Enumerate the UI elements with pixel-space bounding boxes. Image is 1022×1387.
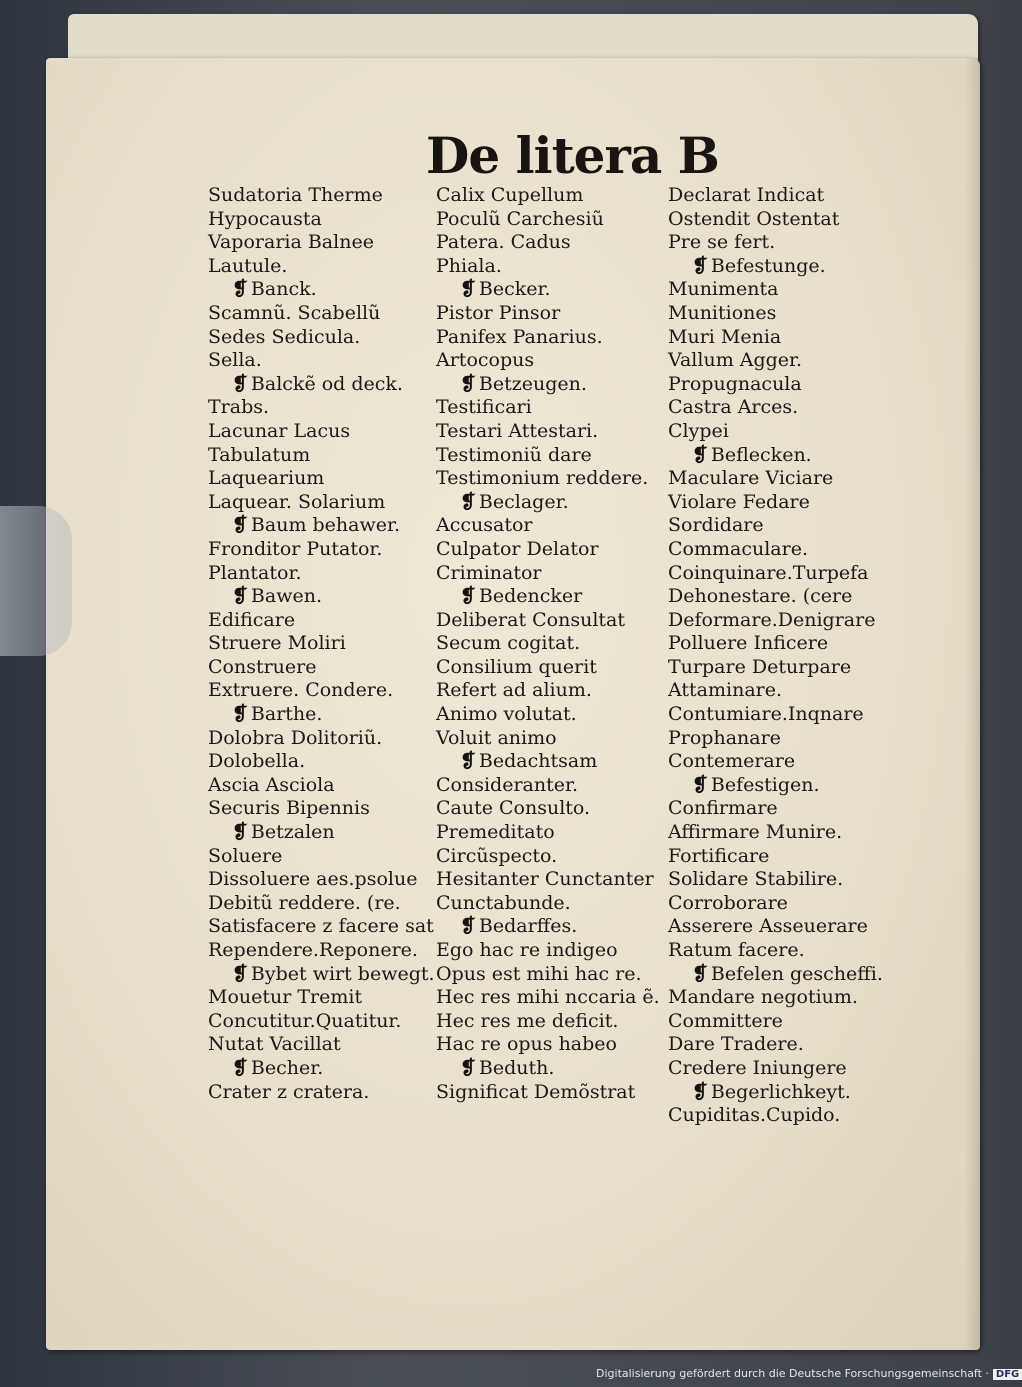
column-3 — [668, 184, 894, 1128]
entry-line — [436, 184, 668, 208]
entry-text: Scamnũ. Scabellũ — [208, 301, 381, 324]
entry-line — [436, 963, 668, 987]
entry-heading — [668, 255, 894, 279]
entry-text: Culpator Delator — [436, 537, 599, 560]
entry-heading — [436, 585, 668, 609]
entry-text: Munimenta — [668, 278, 779, 301]
entry-line — [436, 821, 668, 845]
entry-text: Befestigen. — [710, 773, 820, 796]
paragraph-mark-icon: ❡ — [692, 254, 708, 277]
entry-line — [436, 1033, 668, 1057]
paragraph-mark-icon: ❡ — [460, 750, 476, 773]
entry-line — [208, 1081, 440, 1105]
entry-heading — [668, 963, 894, 987]
paragraph-mark-icon: ❡ — [692, 443, 708, 466]
entry-text: Lacunar Lacus — [208, 419, 351, 442]
entry-text: Calix Cupellum — [436, 184, 584, 206]
entry-text: Affirmare Munire. — [668, 821, 843, 844]
entry-line — [436, 797, 668, 821]
entry-heading — [208, 963, 440, 987]
paragraph-mark-icon: ❡ — [460, 372, 476, 395]
entry-text: Declarat Indicat — [668, 184, 825, 206]
page-edge-shadow — [964, 58, 980, 1350]
entry-line — [668, 538, 894, 562]
entry-line — [208, 538, 440, 562]
entry-line — [208, 491, 440, 515]
entry-text: Betzalen — [250, 821, 335, 844]
entry-line — [436, 349, 668, 373]
entry-text: Laquear. Solarium — [208, 490, 386, 513]
entry-text: Consideranter. — [436, 773, 579, 796]
entry-text: Credere Iniungere — [668, 1056, 847, 1079]
digitization-footer — [596, 1367, 1020, 1383]
entry-line — [668, 986, 894, 1010]
paragraph-mark-icon: ❡ — [460, 1056, 476, 1079]
entry-text: Debitũ reddere. (re. — [208, 891, 401, 914]
entry-text: Voluit animo — [436, 726, 557, 749]
entry-text: Corroborare — [668, 891, 788, 914]
entry-text: Vallum Agger. — [668, 349, 803, 372]
entry-text: Beduth. — [478, 1056, 555, 1079]
entry-text: Dissoluere aes.psolue — [208, 868, 418, 891]
entry-text: Ostendit Ostentat — [668, 207, 840, 230]
entry-line — [436, 656, 668, 680]
entry-line — [208, 1010, 440, 1034]
paragraph-mark-icon: ❡ — [460, 915, 476, 938]
entry-text: Confirmare — [668, 797, 778, 820]
entry-text: Betzeugen. — [478, 372, 587, 395]
entry-line — [668, 514, 894, 538]
entry-text: Dare Tradere. — [668, 1033, 804, 1056]
entry-text: Contemerare — [668, 750, 796, 773]
entry-text: Ascia Asciola — [208, 773, 335, 796]
entry-line — [436, 420, 668, 444]
entry-line — [668, 302, 894, 326]
entry-text: Cunctabunde. — [436, 891, 571, 914]
entry-text: Dolobra Dolitoriũ. — [208, 726, 383, 749]
paragraph-mark-icon: ❡ — [232, 585, 248, 608]
entry-text: Hypocausta — [208, 207, 322, 230]
entry-text: Edificare — [208, 608, 296, 631]
entry-line — [668, 184, 894, 208]
entry-text: Balckẽ od deck. — [250, 372, 403, 395]
entry-line — [208, 349, 440, 373]
entry-text: Befelen gescheffi. — [710, 962, 883, 985]
entry-line — [436, 939, 668, 963]
dfg-logo: DFG — [993, 1369, 1022, 1380]
entry-text: Maculare Viciare — [668, 467, 834, 490]
entry-text: Consilium querit — [436, 655, 597, 678]
entry-line — [208, 208, 440, 232]
entry-line — [668, 1033, 894, 1057]
entry-text: Beclager. — [478, 490, 569, 513]
entry-text: Sella. — [208, 349, 262, 372]
entry-text: Pistor Pinsor — [436, 301, 561, 324]
entry-text: Caute Consulto. — [436, 797, 591, 820]
entry-line — [668, 609, 894, 633]
entry-text: Phiala. — [436, 254, 502, 277]
entry-line — [208, 892, 440, 916]
entry-text: Animo volutat. — [436, 703, 577, 726]
entry-line — [208, 562, 440, 586]
entry-text: Befestunge. — [710, 254, 826, 277]
entry-text: Coinquinare.Turpefa — [668, 561, 869, 584]
entry-text: Banck. — [250, 278, 317, 301]
entry-line — [668, 326, 894, 350]
entry-text: Asserere Asseuerare — [668, 915, 868, 938]
entry-text: Bedencker — [478, 585, 583, 608]
entry-line — [668, 420, 894, 444]
entry-text: Committere — [668, 1009, 783, 1032]
entry-text: Munitiones — [668, 301, 777, 324]
entry-line — [668, 1010, 894, 1034]
entry-text: Ego hac re indigeo — [436, 939, 618, 961]
entry-text: Clypei — [668, 419, 729, 442]
entry-line — [208, 774, 440, 798]
entry-line — [436, 444, 668, 468]
entry-text: Vaporaria Balnee — [208, 231, 374, 254]
entry-line — [668, 349, 894, 373]
entry-line — [436, 396, 668, 420]
entry-line — [436, 514, 668, 538]
entry-text: Testimoniũ dare — [436, 443, 592, 466]
entry-text: Refert ad alium. — [436, 679, 592, 702]
entry-line — [668, 491, 894, 515]
entry-text: Testimonium reddere. — [436, 467, 649, 490]
column-2 — [436, 184, 668, 1104]
entry-line — [436, 231, 668, 255]
entry-line — [668, 373, 894, 397]
paragraph-mark-icon: ❡ — [692, 773, 708, 796]
entry-line — [668, 231, 894, 255]
entry-line — [436, 609, 668, 633]
entry-text: Bedachtsam — [478, 750, 598, 773]
entry-text: Hac re opus habeo — [436, 1033, 617, 1056]
entry-line — [208, 1033, 440, 1057]
entry-heading — [436, 278, 668, 302]
entry-heading — [208, 585, 440, 609]
entry-line — [208, 656, 440, 680]
entry-line — [208, 231, 440, 255]
entry-text: Secum cogitat. — [436, 632, 581, 655]
entry-text: Concutitur.Quatitur. — [208, 1009, 402, 1032]
entry-line — [436, 679, 668, 703]
entry-text: Ratum facere. — [668, 939, 805, 961]
paragraph-mark-icon: ❡ — [692, 1080, 708, 1103]
entry-text: Sordidare — [668, 514, 764, 537]
entry-heading — [436, 1057, 668, 1081]
entry-line — [668, 1057, 894, 1081]
entry-text: Muri Menia — [668, 325, 782, 348]
entry-line — [668, 656, 894, 680]
entry-text: Propugnacula — [668, 372, 802, 395]
entry-text: Struere Moliri — [208, 632, 346, 655]
entry-text: Sedes Sedicula. — [208, 325, 361, 348]
entry-heading — [436, 491, 668, 515]
entry-text: Solidare Stabilire. — [668, 868, 844, 891]
entry-text: Tabulatum — [208, 443, 311, 466]
entry-text: Fortificare — [668, 844, 770, 867]
entry-line — [668, 632, 894, 656]
entry-line — [208, 750, 440, 774]
entry-heading — [436, 750, 668, 774]
entry-line — [668, 467, 894, 491]
paragraph-mark-icon: ❡ — [232, 278, 248, 301]
paragraph-mark-icon: ❡ — [232, 1056, 248, 1079]
entry-text: Begerlichkeyt. — [710, 1080, 851, 1103]
entry-line — [668, 679, 894, 703]
entry-text: Bybet wirt bewegt. — [250, 962, 435, 985]
entry-text: Becker. — [478, 278, 551, 301]
entry-heading — [208, 373, 440, 397]
page-title: De litera B — [426, 126, 719, 185]
entry-text: Attaminare. — [668, 679, 783, 702]
paragraph-mark-icon: ❡ — [232, 962, 248, 985]
entry-line — [436, 774, 668, 798]
entry-line — [208, 632, 440, 656]
entry-text: Sudatoria Therme — [208, 184, 383, 206]
entry-line — [436, 1010, 668, 1034]
entry-text: Baum behawer. — [250, 514, 401, 537]
entry-text: Trabs. — [208, 396, 270, 419]
entry-line — [436, 632, 668, 656]
entry-text: Poculũ Carchesiũ — [436, 207, 604, 230]
entry-line — [208, 679, 440, 703]
entry-text: Hec res mihi nccaria ẽ. — [436, 986, 660, 1009]
entry-heading — [436, 373, 668, 397]
entry-text: Commaculare. — [668, 537, 808, 560]
entry-line — [668, 915, 894, 939]
entry-line — [436, 326, 668, 350]
entry-text: Lautule. — [208, 254, 288, 277]
entry-line — [436, 538, 668, 562]
paragraph-mark-icon: ❡ — [232, 821, 248, 844]
entry-text: Deformare.Denigrare — [668, 608, 876, 631]
entry-text: Testari Attestari. — [436, 419, 599, 442]
paragraph-mark-icon: ❡ — [232, 372, 248, 395]
entry-text: Violare Fedare — [668, 490, 810, 513]
entry-text: Pre se fert. — [668, 231, 776, 254]
entry-line — [208, 444, 440, 468]
entry-line — [436, 868, 668, 892]
paragraph-mark-icon: ❡ — [460, 585, 476, 608]
entry-line — [436, 208, 668, 232]
entry-heading — [208, 703, 440, 727]
paragraph-mark-icon: ❡ — [232, 703, 248, 726]
entry-line — [668, 278, 894, 302]
entry-text: Dehonestare. (cere — [668, 585, 853, 608]
entry-line — [668, 585, 894, 609]
entry-text: Extruere. Condere. — [208, 679, 394, 702]
entry-line — [668, 868, 894, 892]
entry-heading — [668, 444, 894, 468]
entry-line — [208, 184, 440, 208]
entry-line — [208, 302, 440, 326]
entry-text: Criminator — [436, 561, 542, 584]
entry-text: Significat Demõstrat — [436, 1080, 636, 1103]
entry-line — [668, 562, 894, 586]
entry-text: Deliberat Consultat — [436, 608, 625, 631]
entry-text: Prophanare — [668, 726, 781, 749]
entry-text: Hec res me deficit. — [436, 1009, 619, 1032]
entry-text: Castra Arces. — [668, 396, 799, 419]
entry-text: Fronditor Putator. — [208, 537, 383, 560]
entry-text: Circũspecto. — [436, 844, 558, 867]
entry-line — [208, 467, 440, 491]
footer-text: Digitalisierung gefördert durch die Deutsche Forschungsgemeinschaft · — [596, 1367, 989, 1380]
entry-line — [668, 892, 894, 916]
entry-heading — [668, 774, 894, 798]
page-clip — [0, 506, 72, 656]
paragraph-mark-icon: ❡ — [692, 962, 708, 985]
entry-line — [208, 420, 440, 444]
entry-line — [668, 821, 894, 845]
entry-text: Soluere — [208, 844, 283, 867]
entry-line — [436, 845, 668, 869]
entry-text: Barthe. — [250, 703, 323, 726]
entry-text: Turpare Deturpare — [668, 655, 852, 678]
entry-heading — [436, 915, 668, 939]
entry-line — [208, 915, 440, 939]
entry-text: Polluere Inficere — [668, 632, 829, 655]
paragraph-mark-icon: ❡ — [460, 278, 476, 301]
entry-text: Construere — [208, 655, 317, 678]
entry-text: Patera. Cadus — [436, 231, 571, 254]
entry-text: Satisfacere z facere sat — [208, 915, 434, 938]
entry-text: Crater z cratera. — [208, 1080, 370, 1103]
entry-text: Mouetur Tremit — [208, 986, 363, 1009]
entry-text: Securis Bipennis — [208, 797, 370, 820]
entry-line — [668, 939, 894, 963]
entry-heading — [208, 278, 440, 302]
entry-line — [436, 255, 668, 279]
entry-line — [668, 208, 894, 232]
entry-line — [208, 939, 440, 963]
entry-text: Beflecken. — [710, 443, 812, 466]
entry-line — [436, 892, 668, 916]
entry-line — [436, 727, 668, 751]
entry-text: Mandare negotium. — [668, 986, 858, 1009]
entry-text: Panifex Panarius. — [436, 325, 603, 348]
entry-line — [208, 255, 440, 279]
entry-text: Accusator — [436, 514, 533, 537]
entry-line — [208, 797, 440, 821]
entry-line — [208, 396, 440, 420]
entry-line — [668, 1104, 894, 1128]
entry-text: Bawen. — [250, 585, 322, 608]
entry-text: Opus est mihi hac re. — [436, 962, 642, 985]
entry-heading — [208, 1057, 440, 1081]
entry-line — [208, 326, 440, 350]
entry-line — [436, 1081, 668, 1105]
column-1 — [208, 184, 440, 1104]
entry-heading — [208, 821, 440, 845]
entry-text: Premeditato — [436, 821, 555, 844]
entry-text: Artocopus — [436, 349, 535, 372]
entry-line — [208, 986, 440, 1010]
entry-line — [436, 302, 668, 326]
entry-text: Becher. — [250, 1056, 324, 1079]
entry-line — [436, 703, 668, 727]
entry-line — [436, 467, 668, 491]
entry-line — [668, 396, 894, 420]
entry-text: Dolobella. — [208, 750, 306, 773]
entry-text: Contumiare.Inqnare — [668, 703, 864, 726]
entry-text: Nutat Vacillat — [208, 1033, 341, 1056]
entry-text: Cupiditas.Cupido. — [668, 1104, 841, 1127]
entry-line — [436, 986, 668, 1010]
entry-line — [668, 797, 894, 821]
paragraph-mark-icon: ❡ — [460, 490, 476, 513]
entry-line — [668, 845, 894, 869]
entry-line — [208, 868, 440, 892]
entry-line — [668, 703, 894, 727]
entry-line — [208, 727, 440, 751]
entry-line — [668, 750, 894, 774]
entry-line — [208, 845, 440, 869]
entry-text: Plantator. — [208, 561, 302, 584]
entry-line — [208, 609, 440, 633]
entry-heading — [208, 514, 440, 538]
paragraph-mark-icon: ❡ — [232, 514, 248, 537]
entry-text: Bedarffes. — [478, 915, 578, 938]
entry-heading — [668, 1081, 894, 1105]
entry-text: Laquearium — [208, 467, 325, 490]
entry-text: Testificari — [436, 396, 532, 419]
entry-text: Hesitanter Cunctanter — [436, 868, 654, 891]
entry-text: Rependere.Reponere. — [208, 939, 418, 961]
entry-line — [668, 727, 894, 751]
entry-line — [436, 562, 668, 586]
